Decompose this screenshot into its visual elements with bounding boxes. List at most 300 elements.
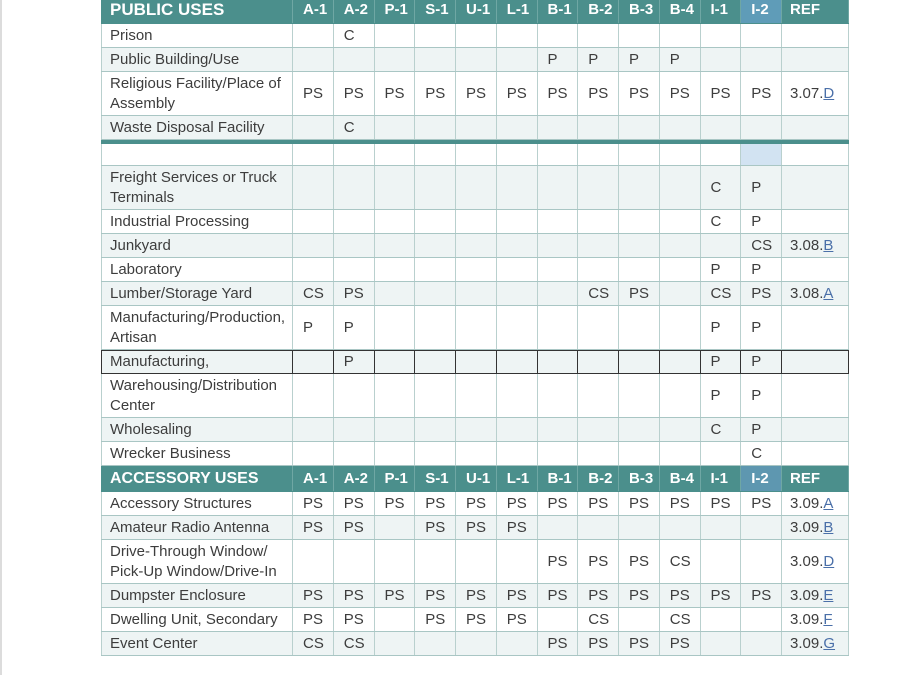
zone-header: B-3 [619, 0, 660, 23]
permission-cell [334, 374, 375, 417]
use-name: Junkyard [101, 234, 293, 257]
permission-cell [375, 351, 416, 373]
ref-section: 3.07. [790, 84, 824, 102]
permission-cell: PS [375, 72, 416, 115]
permission-cell [538, 351, 579, 373]
permission-cell: CS [578, 608, 619, 631]
ref-link[interactable]: F [823, 610, 833, 628]
permission-cell [293, 442, 334, 465]
ref-cell [782, 584, 849, 607]
permission-cell [619, 374, 660, 417]
permission-cell [619, 608, 660, 631]
permission-cell: PS [415, 492, 456, 515]
permission-cell: P [660, 48, 701, 71]
permission-cell: P [293, 306, 334, 349]
permission-cell: PS [578, 492, 619, 515]
table-row [101, 166, 849, 210]
permission-cell [375, 306, 416, 349]
permission-cell [660, 516, 701, 539]
permission-cell: PS [415, 516, 456, 539]
public-uses-title: PUBLIC USES [101, 0, 293, 23]
permission-cell [741, 24, 782, 47]
zone-header: A-1 [293, 466, 334, 491]
permission-cell [497, 540, 538, 583]
accessory-uses-title: ACCESSORY USES [101, 466, 293, 491]
permission-cell: CS [334, 632, 375, 655]
permission-cell: PS [538, 632, 579, 655]
permission-cell [497, 166, 538, 209]
permission-cell [334, 210, 375, 233]
permission-cell: PS [741, 492, 782, 515]
use-name: Prison [101, 24, 293, 47]
ref-link[interactable]: B [823, 518, 834, 536]
ref-cell [782, 116, 849, 139]
table-row [101, 374, 849, 418]
ref-cell [782, 166, 849, 209]
permission-cell [415, 210, 456, 233]
zone-header: B-3 [619, 466, 660, 491]
permission-cell: P [741, 210, 782, 233]
permission-cell [375, 374, 416, 417]
permission-cell [415, 166, 456, 209]
permission-cell: P [741, 351, 782, 373]
permission-cell [619, 116, 660, 139]
permission-cell: PS [538, 492, 579, 515]
permission-cell [497, 282, 538, 305]
permission-cell: PS [497, 72, 538, 115]
permission-cell [375, 116, 416, 139]
table-row [101, 48, 849, 72]
permission-cell [375, 282, 416, 305]
permission-cell: PS [660, 584, 701, 607]
permission-cell [497, 24, 538, 47]
table-row [101, 350, 849, 374]
permission-cell: PS [619, 72, 660, 115]
use-name: Manufacturing/Production, Artisan [101, 306, 293, 349]
permission-cell [619, 234, 660, 257]
zone-header: S-1 [415, 0, 456, 23]
permission-cell [660, 442, 701, 465]
table-row [101, 282, 849, 306]
zone-header: I-1 [701, 466, 742, 491]
zone-header: B-1 [538, 466, 579, 491]
permission-cell: PS [497, 608, 538, 631]
permission-cell [456, 540, 497, 583]
ref-link[interactable]: D [823, 552, 835, 570]
zoning-table [101, 0, 849, 656]
table-row [101, 584, 849, 608]
table-row [101, 516, 849, 540]
permission-cell: P [741, 306, 782, 349]
permission-cell: PS [293, 584, 334, 607]
zone-header: U-1 [456, 466, 497, 491]
table-row [101, 234, 849, 258]
permission-cell [578, 24, 619, 47]
permission-cell: PS [538, 584, 579, 607]
permission-cell: P [701, 351, 742, 373]
permission-cell [456, 48, 497, 71]
table-row [101, 210, 849, 234]
permission-cell: PS [578, 584, 619, 607]
permission-cell: PS [538, 72, 579, 115]
permission-cell: PS [293, 608, 334, 631]
permission-cell [375, 442, 416, 465]
use-name: Event Center [101, 632, 293, 655]
permission-cell: PS [701, 492, 742, 515]
ref-section: 3.08. [790, 284, 824, 302]
permission-cell: C [701, 166, 742, 209]
permission-cell [701, 234, 742, 257]
permission-cell [578, 258, 619, 281]
permission-cell: PS [334, 492, 375, 515]
permission-cell [578, 306, 619, 349]
permission-cell: P [578, 48, 619, 71]
permission-cell: P [741, 258, 782, 281]
permission-cell [660, 24, 701, 47]
permission-cell [415, 116, 456, 139]
use-name: Freight Services or Truck Terminals [101, 166, 293, 209]
permission-cell [456, 632, 497, 655]
permission-cell [375, 632, 416, 655]
ref-cell [782, 48, 849, 71]
ref-cell [782, 234, 849, 257]
permission-cell: P [334, 306, 375, 349]
permission-cell [415, 632, 456, 655]
zone-header: B-1 [538, 0, 579, 23]
permission-cell [456, 282, 497, 305]
permission-cell: PS [619, 540, 660, 583]
permission-cell: PS [334, 282, 375, 305]
permission-cell [497, 210, 538, 233]
zone-header: A-1 [293, 0, 334, 23]
permission-cell [456, 351, 497, 373]
permission-cell: PS [293, 516, 334, 539]
zone-header: B-4 [660, 0, 701, 23]
use-name: Religious Facility/Place of Assembly [101, 72, 293, 115]
permission-cell [375, 540, 416, 583]
ref-link[interactable]: B [823, 236, 834, 254]
zone-header: U-1 [456, 0, 497, 23]
permission-cell [375, 234, 416, 257]
permission-cell [660, 166, 701, 209]
permission-cell [375, 608, 416, 631]
permission-cell: PS [619, 632, 660, 655]
zone-header: B-2 [578, 0, 619, 23]
permission-cell [701, 48, 742, 71]
table-row [101, 116, 849, 140]
use-name: Amateur Radio Antenna [101, 516, 293, 539]
permission-cell [578, 116, 619, 139]
permission-cell: PS [456, 492, 497, 515]
permission-cell: PS [375, 584, 416, 607]
use-name: Industrial Processing [101, 210, 293, 233]
permission-cell: PS [497, 492, 538, 515]
permission-cell [660, 210, 701, 233]
permission-cell: P [701, 374, 742, 417]
permission-cell [538, 258, 579, 281]
page-edge [0, 0, 2, 675]
zone-header: B-2 [578, 466, 619, 491]
permission-cell: PS [741, 584, 782, 607]
zone-header-selected[interactable]: I-2 [741, 466, 782, 491]
permission-cell: PS [619, 584, 660, 607]
permission-cell [375, 516, 416, 539]
permission-cell [578, 210, 619, 233]
permission-cell [578, 234, 619, 257]
permission-cell: PS [741, 72, 782, 115]
permission-cell [334, 442, 375, 465]
permission-cell [334, 258, 375, 281]
permission-cell: P [538, 48, 579, 71]
table-row [101, 72, 849, 116]
permission-cell [497, 418, 538, 441]
table-row [101, 540, 849, 584]
permission-cell [578, 442, 619, 465]
permission-cell: PS [293, 72, 334, 115]
permission-cell [293, 166, 334, 209]
permission-cell [497, 48, 538, 71]
permission-cell: PS [660, 632, 701, 655]
permission-cell [293, 258, 334, 281]
permission-cell [456, 306, 497, 349]
ref-cell [782, 258, 849, 281]
permission-cell [619, 442, 660, 465]
ref-section: 3.09. [790, 552, 824, 570]
permission-cell [293, 418, 334, 441]
permission-cell [741, 516, 782, 539]
use-name: Dumpster Enclosure [101, 584, 293, 607]
permission-cell [293, 48, 334, 71]
ref-cell [782, 210, 849, 233]
permission-cell [415, 374, 456, 417]
permission-cell [619, 418, 660, 441]
use-name: Drive-Through Window/ Pick-Up Window/Drive-In [101, 540, 293, 583]
permission-cell: P [334, 351, 375, 373]
ref-cell [782, 516, 849, 539]
permission-cell [456, 210, 497, 233]
permission-cell [415, 48, 456, 71]
permission-cell: PS [334, 584, 375, 607]
permission-cell: PS [497, 584, 538, 607]
permission-cell [701, 540, 742, 583]
permission-cell [578, 166, 619, 209]
public-uses-header-row [101, 0, 849, 24]
permission-cell [538, 516, 579, 539]
permission-cell [701, 516, 742, 539]
ref-cell [782, 24, 849, 47]
permission-cell [415, 418, 456, 441]
selected-cell[interactable] [741, 144, 782, 165]
permission-cell [619, 516, 660, 539]
permission-cell [334, 234, 375, 257]
permission-cell [497, 351, 538, 373]
permission-cell [660, 306, 701, 349]
zone-header: B-4 [660, 466, 701, 491]
permission-cell: PS [415, 72, 456, 115]
permission-cell: PS [334, 72, 375, 115]
section-gap-row [101, 140, 849, 166]
permission-cell [497, 306, 538, 349]
permission-cell [660, 258, 701, 281]
use-name: Manufacturing, [101, 351, 293, 373]
permission-cell [415, 24, 456, 47]
permission-cell: PS [456, 516, 497, 539]
use-name: Warehousing/Distribution Center [101, 374, 293, 417]
permission-cell [456, 374, 497, 417]
permission-cell: PS [334, 608, 375, 631]
permission-cell: PS [619, 282, 660, 305]
permission-cell [415, 306, 456, 349]
ref-link[interactable]: A [823, 284, 834, 302]
permission-cell [741, 632, 782, 655]
permission-cell [375, 24, 416, 47]
permission-cell: PS [660, 492, 701, 515]
zone-header: A-2 [334, 0, 375, 23]
zone-header: A-2 [334, 466, 375, 491]
use-name: Lumber/Storage Yard [101, 282, 293, 305]
permission-cell: C [701, 210, 742, 233]
permission-cell: P [741, 418, 782, 441]
permission-cell [293, 351, 334, 373]
permission-cell [415, 234, 456, 257]
permission-cell [619, 351, 660, 373]
permission-cell [415, 258, 456, 281]
permission-cell [701, 116, 742, 139]
permission-cell [660, 351, 701, 373]
ref-section: 3.09. [790, 634, 824, 652]
permission-cell [741, 48, 782, 71]
ref-cell [782, 442, 849, 465]
table-row [101, 632, 849, 656]
ref-link[interactable]: G [823, 634, 836, 652]
permission-cell: PS [415, 584, 456, 607]
ref-cell [782, 540, 849, 583]
ref-link[interactable]: A [823, 494, 834, 512]
permission-cell [497, 258, 538, 281]
use-name: Waste Disposal Facility [101, 116, 293, 139]
permission-cell [701, 442, 742, 465]
permission-cell [619, 166, 660, 209]
permission-cell: PS [660, 72, 701, 115]
ref-link[interactable]: E [823, 586, 834, 604]
zone-header: S-1 [415, 466, 456, 491]
zone-header: P-1 [375, 466, 416, 491]
permission-cell [497, 632, 538, 655]
permission-cell [701, 632, 742, 655]
permission-cell [619, 306, 660, 349]
permission-cell: PS [375, 492, 416, 515]
permission-cell [701, 608, 742, 631]
ref-cell [782, 374, 849, 417]
ref-section: 3.09. [790, 586, 824, 604]
permission-cell [660, 418, 701, 441]
use-name: Accessory Structures [101, 492, 293, 515]
permission-cell [456, 166, 497, 209]
permission-cell [415, 442, 456, 465]
permission-cell: PS [578, 632, 619, 655]
permission-cell [660, 234, 701, 257]
permission-cell [741, 116, 782, 139]
permission-cell: PS [578, 72, 619, 115]
permission-cell [334, 48, 375, 71]
permission-cell [375, 258, 416, 281]
ref-cell [782, 632, 849, 655]
permission-cell: PS [538, 540, 579, 583]
permission-cell [293, 374, 334, 417]
permission-cell [497, 234, 538, 257]
permission-cell [578, 351, 619, 373]
permission-cell [497, 442, 538, 465]
permission-cell [538, 166, 579, 209]
permission-cell: CS [660, 608, 701, 631]
permission-cell: PS [293, 492, 334, 515]
permission-cell: CS [741, 234, 782, 257]
permission-cell [538, 24, 579, 47]
use-name: Laboratory [101, 258, 293, 281]
permission-cell [619, 258, 660, 281]
table-row [101, 492, 849, 516]
permission-cell [578, 418, 619, 441]
use-name: Public Building/Use [101, 48, 293, 71]
permission-cell [538, 210, 579, 233]
ref-cell [782, 418, 849, 441]
permission-cell [456, 24, 497, 47]
ref-section: 3.09. [790, 494, 824, 512]
permission-cell: CS [293, 282, 334, 305]
permission-cell [293, 24, 334, 47]
permission-cell: P [741, 166, 782, 209]
permission-cell: PS [578, 540, 619, 583]
ref-link[interactable]: D [823, 84, 835, 102]
permission-cell: PS [456, 608, 497, 631]
permission-cell: PS [456, 584, 497, 607]
permission-cell: C [741, 442, 782, 465]
permission-cell [293, 210, 334, 233]
ref-cell [782, 351, 849, 373]
permission-cell: PS [701, 584, 742, 607]
permission-cell: C [334, 24, 375, 47]
accessory-uses-header-row [101, 466, 849, 492]
permission-cell: PS [701, 72, 742, 115]
permission-cell [375, 166, 416, 209]
ref-cell [782, 492, 849, 515]
zone-header: I-1 [701, 0, 742, 23]
ref-header: REF [782, 0, 849, 23]
permission-cell: CS [701, 282, 742, 305]
permission-cell: P [741, 374, 782, 417]
permission-cell [578, 516, 619, 539]
permission-cell [538, 116, 579, 139]
permission-cell [741, 540, 782, 583]
permission-cell [538, 306, 579, 349]
permission-cell [293, 234, 334, 257]
ref-cell [782, 72, 849, 115]
permission-cell [334, 540, 375, 583]
ref-section: 3.08. [790, 236, 824, 254]
permission-cell [456, 418, 497, 441]
ref-header: REF [782, 466, 849, 491]
permission-cell: P [701, 258, 742, 281]
permission-cell: PS [741, 282, 782, 305]
zone-header-selected[interactable]: I-2 [741, 0, 782, 23]
permission-cell [538, 418, 579, 441]
permission-cell [538, 608, 579, 631]
permission-cell: PS [619, 492, 660, 515]
permission-cell [538, 442, 579, 465]
permission-cell [741, 608, 782, 631]
permission-cell [538, 282, 579, 305]
permission-cell [415, 351, 456, 373]
